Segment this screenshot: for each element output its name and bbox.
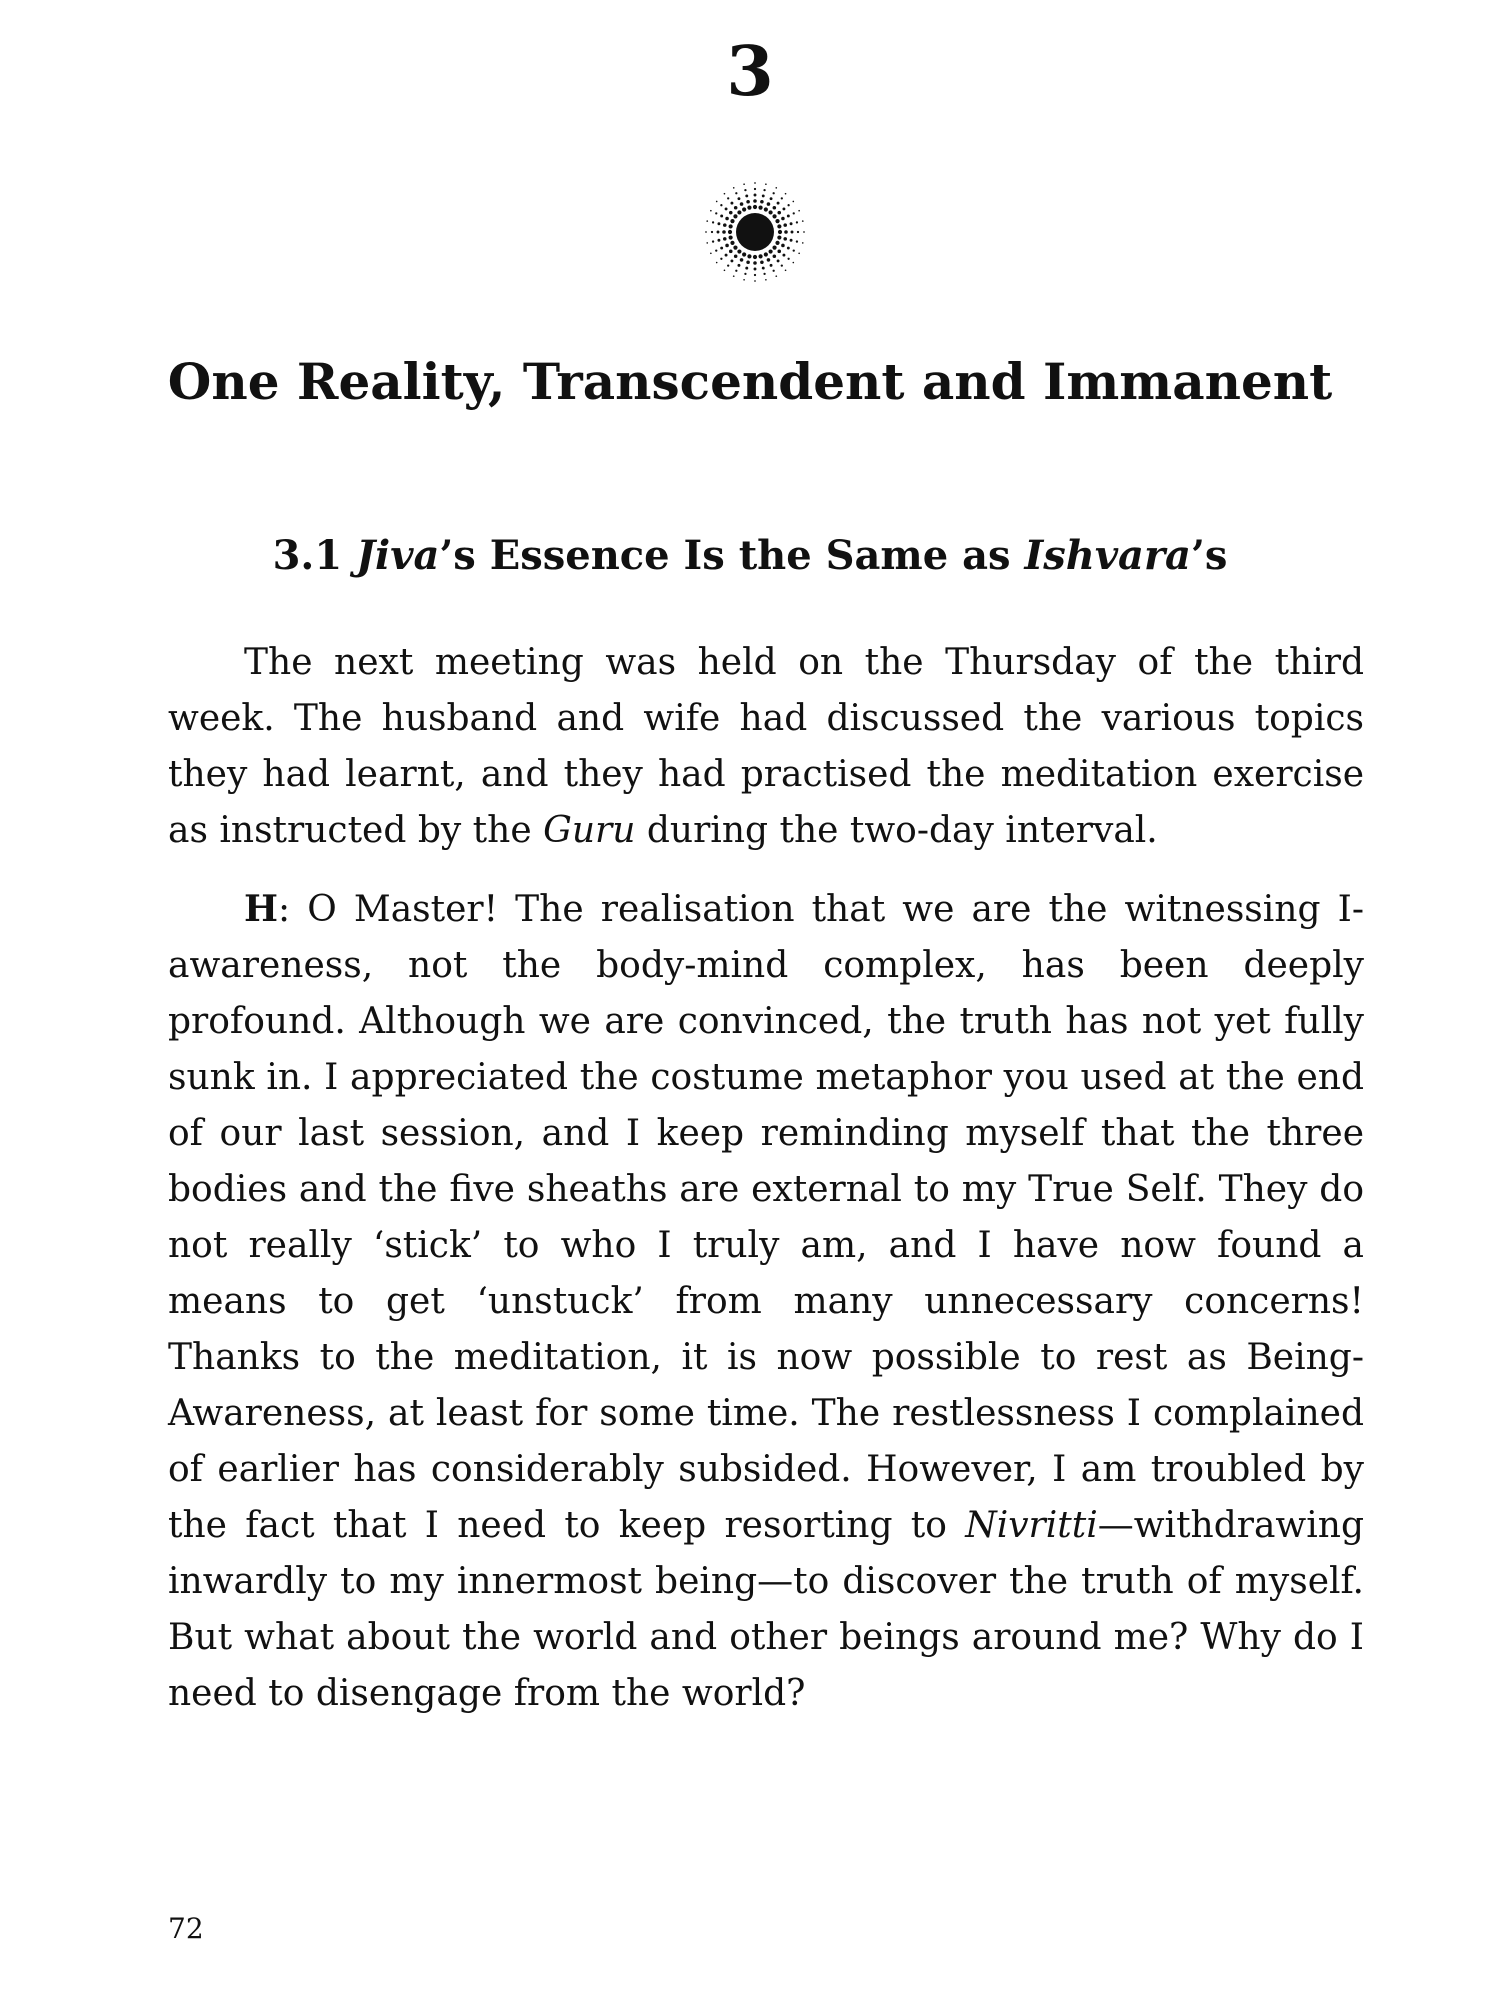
sun-ray-dot: [737, 197, 740, 200]
section-title-middle: ’s Essence Is the Same as: [439, 532, 1025, 579]
sun-ray-dot: [720, 247, 723, 250]
sun-ray-dot: [787, 204, 789, 206]
sun-ray-dot: [768, 210, 772, 214]
sun-ray-dot: [743, 279, 745, 281]
section-term-jiva: Jiva: [356, 532, 440, 579]
sun-ray-dot: [777, 224, 781, 228]
sun-ray-dot: [765, 279, 767, 281]
sun-ray-dot: [723, 223, 727, 227]
sun-ray-dot: [710, 252, 712, 254]
sun-ray-dot: [785, 269, 787, 271]
sun-ray-dot: [777, 250, 781, 254]
section-number: 3.1: [272, 532, 343, 579]
sun-ray-dot: [770, 197, 773, 200]
sun-ray-dot: [712, 240, 714, 242]
sun-ray-dot: [720, 204, 722, 206]
body-text: [168, 635, 1364, 1744]
sun-ray-dot: [742, 207, 746, 211]
paragraph-dialogue-part2: —withdrawing inwardly to my innermost being—to discover the truth of myself. But what about the world and other beings around me? Why do I need to disengage from the world?: [168, 1505, 1364, 1714]
paragraph-intro-part2: during the two-day interval.: [635, 810, 1158, 851]
sun-ray-dot: [792, 262, 794, 264]
paragraph-intro: [168, 635, 1364, 859]
sun-ray-dot: [737, 210, 741, 214]
sun-ray-dot: [725, 254, 728, 257]
term-guru: Guru: [543, 810, 636, 851]
sun-ray-dot: [753, 261, 757, 265]
sun-ray-dot: [782, 254, 785, 257]
sun-ray-dot: [781, 264, 783, 266]
sun-ray-dot: [727, 264, 729, 266]
sun-ray-dot: [768, 249, 772, 253]
sun-ray-dot: [729, 235, 733, 239]
sun-ray-dot: [716, 201, 718, 203]
sun-ray-dot: [737, 249, 741, 253]
sun-ray-dot: [754, 194, 757, 197]
sun-ray-dot: [763, 273, 765, 275]
chapter-number: 3: [726, 32, 774, 112]
sun-ray-dot: [763, 189, 765, 191]
sun-ray-dot: [733, 214, 737, 218]
sun-ray-dot: [716, 262, 718, 264]
sun-ray-dot: [712, 221, 714, 223]
sun-ray-dot: [730, 219, 734, 223]
speaker-colon: :: [278, 889, 291, 930]
sun-ray-dot: [797, 231, 799, 233]
sun-ray-dot: [758, 254, 762, 258]
sun-ray-dot: [770, 264, 773, 267]
paragraph-intro-part1: The next meeting was held on the Thursday of the third week. The husband and wife had discussed the various topics they had learnt, and they had practised the meditation exercise as instructed by the: [168, 642, 1364, 851]
sun-ray-dot: [773, 270, 775, 272]
sun-ray-dot: [730, 241, 734, 245]
sun-ray-dot: [787, 247, 790, 250]
sun-ray-dot: [775, 241, 779, 245]
sun-ray-dot: [764, 207, 768, 211]
sun-ray-dot: [744, 273, 746, 275]
sun-ray-dot: [753, 255, 757, 259]
sun-ray-dot: [737, 264, 740, 267]
sun-ray-dot: [777, 202, 780, 205]
sun-ray-dot: [720, 214, 723, 217]
sun-ray-dot: [742, 252, 746, 256]
sun-ray-dot: [725, 244, 729, 248]
sun-ray-dot: [765, 183, 767, 185]
sun-ornament-icon: [695, 172, 815, 292]
sun-ray-dot: [724, 193, 726, 195]
sun-ray-dot: [773, 206, 777, 210]
section-term-ishvara: Ishvara: [1024, 532, 1191, 579]
sun-ray-dot: [723, 237, 727, 241]
sun-ray-dot: [710, 210, 712, 212]
sun-ray-dot: [753, 205, 757, 209]
sun-ray-dot: [782, 207, 785, 210]
sun-ray-dot: [706, 242, 708, 244]
sun-ray-dot: [717, 222, 720, 225]
sun-ray-dot: [734, 206, 738, 210]
sun-ray-dot: [758, 206, 762, 210]
sun-ray-dot: [772, 245, 776, 249]
sun-ray-dot: [725, 207, 728, 210]
sun-ray-dot: [754, 182, 756, 184]
sun-ray-dot: [730, 259, 733, 262]
sun-ray-dot: [745, 267, 748, 270]
sun-ray-dot: [725, 217, 729, 221]
sun-ray-dot: [760, 260, 764, 264]
sun-ray-dot: [798, 210, 800, 212]
paragraph-dialogue-part1: O Master! The realisation that we are the witnessing I-awareness, not the body-mind complex, has been deeply profound. Although we are convinced, the truth has not yet fully sunk in. I appreciated the costume metaphor you used at the end of our last session, and I keep reminding myself that the three bodies and the five sheaths are external to my True Self. They do not really ‘stick’ to who I truly am, and I have now found a means to get ‘unstuck’ from many unnecessary concerns! Thanks to the meditation, it is now possible to rest as Being-Awareness, at least for some time. The restlessness I complained of earlier has considerably subsided. However, I am troubled by the fact that I need to keep resorting to: [168, 889, 1364, 1546]
sun-ray-dot: [729, 224, 733, 228]
sun-ray-dot: [773, 192, 775, 194]
section-title-end: ’s: [1190, 532, 1228, 579]
sun-ray-dot: [783, 237, 787, 241]
sun-ray-dot: [790, 239, 793, 242]
sun-ray-dot: [734, 254, 738, 258]
sun-ray-dot: [767, 202, 771, 206]
sun-ray-dot: [735, 192, 737, 194]
sun-ray-dot: [705, 231, 707, 233]
sun-ray-dot: [793, 212, 795, 214]
sun-ray-dot: [760, 200, 764, 204]
sun-ray-dot: [733, 187, 735, 189]
sun-ray-dot: [767, 258, 771, 262]
sun-ray-dot: [790, 222, 793, 225]
sun-ray-dot: [762, 267, 765, 270]
sun-ray-dot: [740, 202, 744, 206]
sun-ray-dot: [796, 240, 798, 242]
sun-ray-dot: [785, 193, 787, 195]
sun-ray-dot: [787, 258, 789, 260]
sun-ray-dot: [720, 258, 722, 260]
section-title: [0, 532, 1500, 580]
sun-ray-dot: [747, 254, 751, 258]
sun-ray-dot: [754, 188, 756, 190]
sun-ray-dot: [727, 197, 729, 199]
chapter-title: One Reality, Transcendent and Immanent: [167, 352, 1333, 411]
sun-ray-dot: [728, 230, 732, 234]
sun-ray-dot: [775, 275, 777, 277]
sun-ray-dot: [733, 245, 737, 249]
paragraph-dialogue: [168, 881, 1364, 1722]
sun-ray-dot: [711, 231, 713, 233]
sun-ray-dot: [729, 211, 733, 215]
sun-ray-dot: [717, 239, 720, 242]
sun-ray-dot: [754, 268, 757, 271]
sun-ray-dot: [729, 250, 733, 254]
sun-ray-dot: [722, 230, 726, 234]
sun-ray-dot: [745, 194, 748, 197]
sun-ray-dot: [781, 217, 785, 221]
sun-ray-dot: [747, 206, 751, 210]
sun-ray-dot: [802, 242, 804, 244]
sun-ray-dot: [740, 258, 744, 262]
sun-ray-dot: [803, 231, 805, 233]
sun-ray-dot: [792, 201, 794, 203]
sun-ray-dot: [730, 202, 733, 205]
sun-ray-dot: [754, 280, 756, 282]
sun-ray-dot: [783, 223, 787, 227]
sun-ray-dot: [802, 220, 804, 222]
sun-ray-dot: [717, 231, 720, 234]
sun-ray-dot: [777, 211, 781, 215]
sun-ray-dot: [762, 194, 765, 197]
sun-ray-dot: [724, 269, 726, 271]
sun-ray-dot: [746, 260, 750, 264]
sun-ray-dot: [754, 274, 756, 276]
sun-ray-dot: [781, 197, 783, 199]
sun-ray-dot: [746, 200, 750, 204]
sun-ray-dot: [775, 219, 779, 223]
sun-ray-dot: [764, 252, 768, 256]
sun-ray-dot: [733, 275, 735, 277]
sun-ray-dot: [775, 187, 777, 189]
sun-ray-dot: [777, 259, 780, 262]
sun-ray-dot: [744, 189, 746, 191]
term-nivritti: Nivritti: [965, 1505, 1098, 1546]
sun-ray-dot: [796, 221, 798, 223]
sun-ray-dot: [781, 244, 785, 248]
sun-ray-dot: [787, 214, 790, 217]
sun-ray-dot: [784, 230, 788, 234]
sun-ray-dot: [772, 214, 776, 218]
sun-ray-dot: [715, 250, 717, 252]
sun-ray-dot: [715, 212, 717, 214]
sun-ray-dot: [743, 183, 745, 185]
sun-ray-dot: [798, 252, 800, 254]
sun-ray-dot: [706, 220, 708, 222]
sun-ray-dot: [778, 230, 782, 234]
sun-ray-dot: [793, 250, 795, 252]
sun-ray-dot: [773, 254, 777, 258]
sun-ray-dot: [777, 235, 781, 239]
sun-ray-dot: [735, 270, 737, 272]
sun-ray-dot: [791, 231, 794, 234]
page-number: 72: [168, 1912, 204, 1945]
sun-ray-dot: [753, 199, 757, 203]
speaker-label: H: [244, 888, 279, 930]
